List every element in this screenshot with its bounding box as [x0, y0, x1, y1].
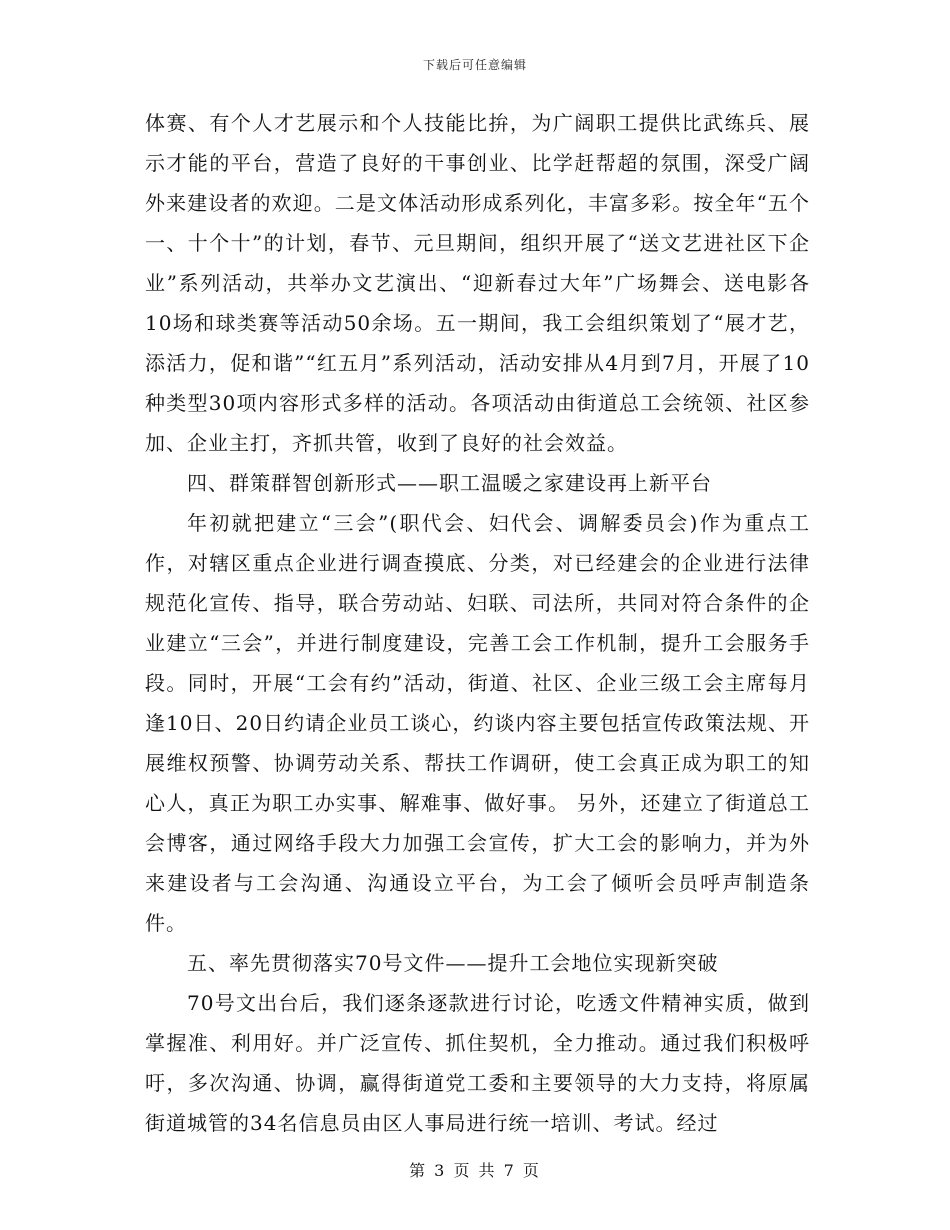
document-body — [145, 103, 810, 1143]
header-note: 下载后可任意编辑 — [422, 58, 527, 72]
paragraph-section-5: 70号文出台后，我们逐条逐款进行讨论，吃透文件精神实质，做到掌握准、利用好。并广泛宣传、抓住契机，全力推动。通过我们积极呼吁，多次沟通、协调，赢得街道党工委和主要领导的大力支持，将原属街道城管的34名信息员由区人事局进行统一培训、考试。经过 — [145, 991, 810, 1135]
paragraph-continuation: 体赛、有个人才艺展示和个人技能比拚，为广阔职工提供比武练兵、展示才能的平台，营造了良好的干事创业、比学赶帮超的氛围，深受广阔外来建设者的欢迎。二是文体活动形成系列化，丰富多彩。按全年“五个一、十个十”的计划，春节、元旦期间，组织开展了“送文艺进社区下企业”系列活动，共举办文艺演出、“迎新春过大年”广场舞会、送电影各10场和球类赛等活动50余场。五一期间，我工会组织策划了“展才艺，添活力，促和谐”“红五月”系列活动，活动安排从4月到7月，开展了10种类型30项内容形式多样的活动。各项活动由街道总工会统领、社区参加、企业主打，齐抓共管，收到了良好的社会效益。 — [145, 111, 810, 455]
section-heading-4: 四、群策群智创新形式——职工温暖之家建设再上新平台 — [187, 471, 712, 495]
section-heading-5: 五、率先贯彻落实70号文件——提升工会地位实现新突破 — [187, 951, 719, 975]
paragraph-section-4: 年初就把建立“三会”(职代会、妇代会、调解委员会)作为重点工作，对辖区重点企业进行调查摸底、分类，对已经建会的企业进行法律规范化宣传、指导，联合劳动站、妇联、司法所，共同对符合条件的企业建立“三会”，并进行制度建设，完善工会工作机制，提升工会服务手段。同时，开展“工会有约”活动，街道、社区、企业三级工会主席每月逢10日、20日约请企业员工谈心，约谈内容主要包括宣传政策法规、开展维权预警、协调劳动关系、帮扶工作调研，使工会真正成为职工的知心人，真正为职工办实事、解难事、做好事。 另外，还建立了街道总工会博客，通过网络手段大力加强工会宣传，扩大工会的影响力，并为外来建设者与工会沟通、沟通设立平台，为工会了倾听会员呼声制造条件。 — [145, 511, 810, 935]
page-number-footer: 第 3 页 共 7 页 — [409, 1161, 541, 1180]
